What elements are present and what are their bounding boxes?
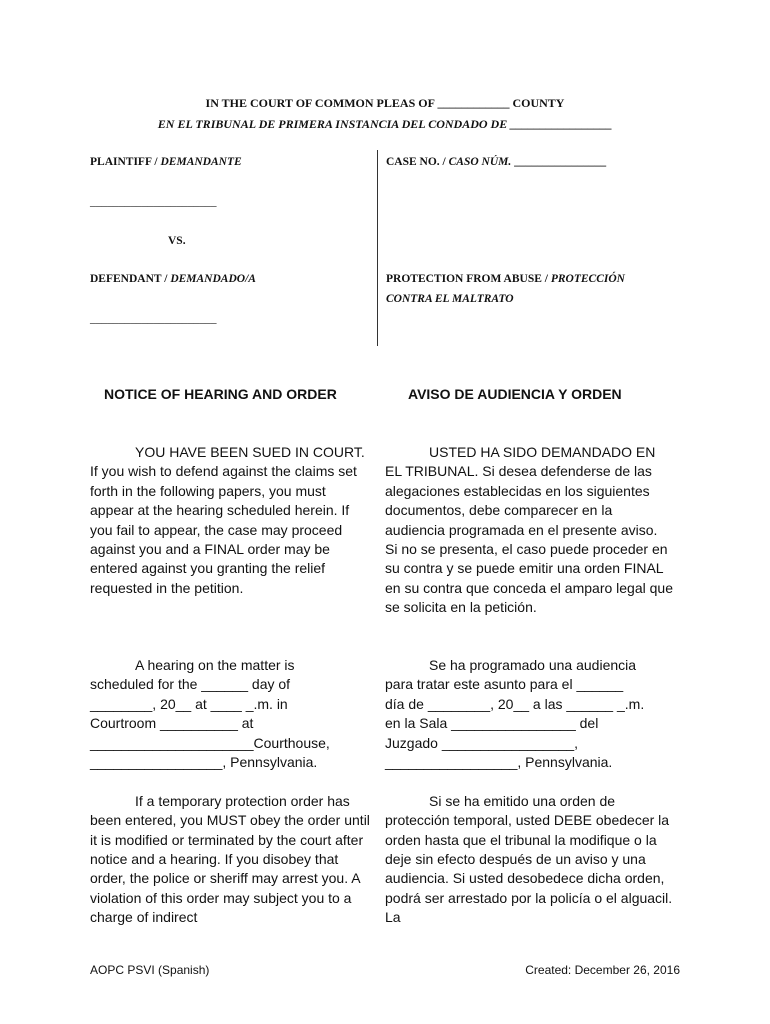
english-hearing-line-2[interactable]: scheduled for the ______ day of — [90, 676, 291, 693]
spanish-hearing-line-1: Se ha programado una audiencia — [429, 657, 637, 673]
spanish-hearing-line-4[interactable]: en la Sala ________________ del — [385, 715, 599, 732]
protection-from-abuse-label-line2 — [386, 293, 514, 305]
english-paragraph-temporary-order: If a temporary protection order has been entered, you MUST obey the order until it is modified or terminated by the court after notice and a hearing. If you disobey that order, the police or sheriff may arrest you. A violation of this order may subject you to a charge of indirect — [90, 792, 370, 926]
case-number-label-es: CASO NÚM. — [448, 156, 512, 168]
plaintiff-label — [90, 156, 242, 168]
spanish-hearing-line-2[interactable]: para tratar este asunto para el ______ — [385, 676, 624, 693]
english-hearing-line-3[interactable]: ________, 20__ at ____ _.m. in — [90, 695, 288, 712]
protection-from-abuse-label — [386, 273, 625, 285]
heading-spanish: AVISO DE AUDIENCIA Y ORDEN — [408, 386, 622, 402]
plaintiff-label-es: DEMANDANTE — [160, 156, 242, 168]
pfa-label-es-1: PROTECCIÓN — [550, 273, 625, 285]
pfa-label-es-2: CONTRA EL MALTRATO — [386, 293, 514, 305]
case-number-blank[interactable]: ________________ — [511, 156, 607, 168]
spanish-paragraph-temporary-order: Si se ha emitido una orden de protección temporal, usted DEBE obedecer la orden hasta que el tribunal la modifique o la deje sin efecto después de un aviso y una audiencia. Si usted desobedece dicha orden, podrá ser arrestado por la policía o el alguacil. La — [385, 792, 673, 926]
spanish-column — [385, 443, 673, 928]
english-paragraph-sued: YOU HAVE BEEN SUED IN COURT. If you wish to defend against the claims set forth in the following papers, you must appear at the hearing scheduled herein. If you fail to appear, the case may proceed against you and a FINAL order may be entered against you granting the relief requested in the petition. — [90, 444, 365, 596]
defendant-label-en: DEFENDANT / — [90, 273, 171, 285]
defendant-name-blank[interactable]: ______________________ — [90, 313, 217, 325]
footer-form-id: AOPC PSVI (Spanish) — [90, 963, 210, 977]
case-number-field[interactable] — [386, 156, 606, 168]
english-hearing-line-1: A hearing on the matter is — [135, 657, 295, 673]
spanish-hearing-line-5[interactable]: Juzgado _________________, — [385, 734, 579, 751]
plaintiff-name-blank[interactable]: ______________________ — [90, 196, 217, 208]
heading-english: NOTICE OF HEARING AND ORDER — [104, 386, 337, 402]
defendant-label-es: DEMANDADO/A — [170, 273, 256, 285]
footer-created-date: Created: December 26, 2016 — [525, 963, 680, 977]
caption-divider — [377, 150, 378, 346]
case-number-label-en: CASE NO. / — [386, 156, 449, 168]
spanish-hearing-line-6[interactable]: _________________, Pennsylvania. — [385, 754, 613, 771]
english-column — [90, 443, 372, 928]
court-title-english: IN THE COURT OF COMMON PLEAS OF ____________ COUNTY — [205, 96, 565, 110]
court-title-spanish: EN EL TRIBUNAL DE PRIMERA INSTANCIA DEL CONDADO DE _________________ — [157, 117, 613, 131]
spanish-hearing-line-3[interactable]: día de ________, 20__ a las ______ _.m. — [385, 695, 645, 712]
pfa-label-en: PROTECTION FROM ABUSE / — [386, 273, 551, 285]
plaintiff-label-en: PLAINTIFF / — [90, 156, 161, 168]
versus-label: VS. — [168, 235, 186, 247]
english-hearing-line-4[interactable]: Courtroom __________ at — [90, 715, 254, 732]
spanish-paragraph-sued: USTED HA SIDO DEMANDADO EN EL TRIBUNAL. Si desea defenderse de las alegaciones establecidas en los siguientes documentos, debe comparecer en la audiencia programada en el presente aviso. Si no se presenta, el caso puede proceder en su contra y se puede emitir una orden FINAL en su contra que conceda el amparo legal que se solicita en la petición. — [385, 444, 673, 616]
defendant-label — [90, 273, 256, 285]
english-hearing-line-5[interactable]: _____________________Courthouse, — [90, 734, 330, 751]
english-hearing-line-6[interactable]: _________________, Pennsylvania. — [90, 754, 318, 771]
